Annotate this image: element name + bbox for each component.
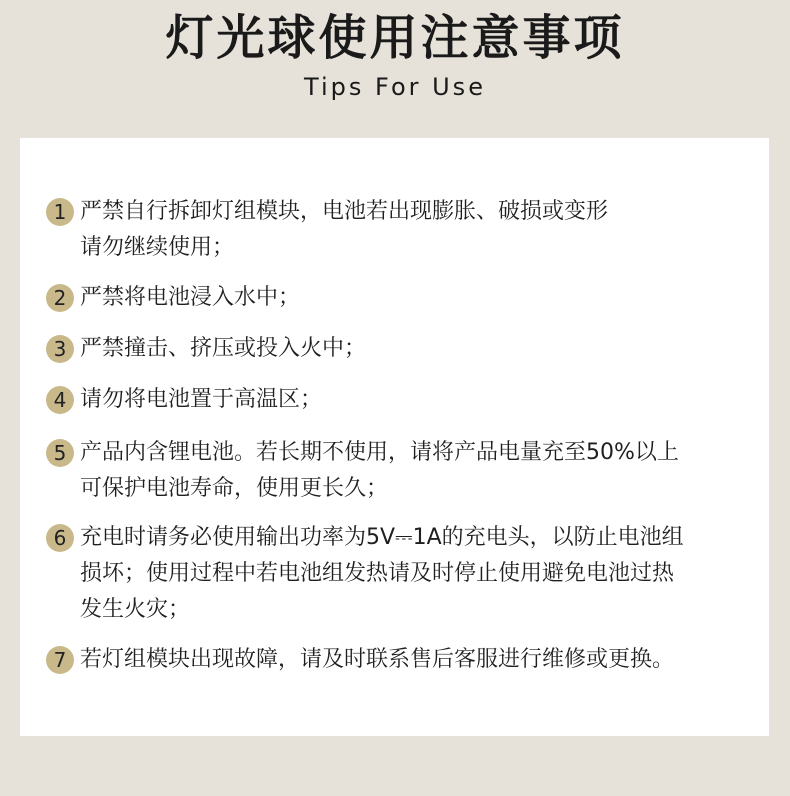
tip-text: [80, 280, 760, 316]
page-subtitle: Tips For Use: [304, 73, 486, 101]
page-title: 灯光球使用注意事项: [165, 10, 625, 66]
tip-line: 请勿将电池置于高温区；: [80, 387, 323, 412]
tips-card: [20, 138, 769, 736]
tip-text: [80, 642, 760, 678]
tip-text: [80, 435, 760, 507]
tip-line: 严禁撞击、挤压或投入火中；: [80, 336, 367, 361]
tip-text: [80, 194, 760, 266]
number-badge: 6: [46, 524, 74, 552]
tip-text: [80, 382, 760, 418]
tip-line: 严禁将电池浸入水中；: [80, 285, 301, 310]
tip-line: 可保护电池寿命，使用更长久；: [80, 476, 389, 501]
tip-line: 损坏；使用过程中若电池组发热请及时停止使用避免电池过热: [80, 561, 675, 586]
number-badge: 7: [46, 646, 74, 674]
number-badge: 4: [46, 386, 74, 414]
tip-line: 严禁自行拆卸灯组模块，电池若出现膨胀、破损或变形: [80, 199, 609, 224]
number-badge: 2: [46, 284, 74, 312]
tip-text: [80, 520, 760, 628]
tip-line: 发生火灾；: [80, 597, 191, 622]
tip-line: 产品内含锂电池。若长期不使用，请将产品电量充至50%以上: [80, 440, 679, 465]
tip-line: 若灯组模块出现故障，请及时联系售后客服进行维修或更换。: [80, 647, 675, 672]
number-badge: 1: [46, 198, 74, 226]
number-badge: 3: [46, 335, 74, 363]
tip-text: [80, 331, 760, 367]
number-badge: 5: [46, 439, 74, 467]
tip-line: 请勿继续使用；: [80, 235, 235, 260]
tip-line: 充电时请务必使用输出功率为5V⎓1A的充电头，以防止电池组: [80, 525, 684, 550]
